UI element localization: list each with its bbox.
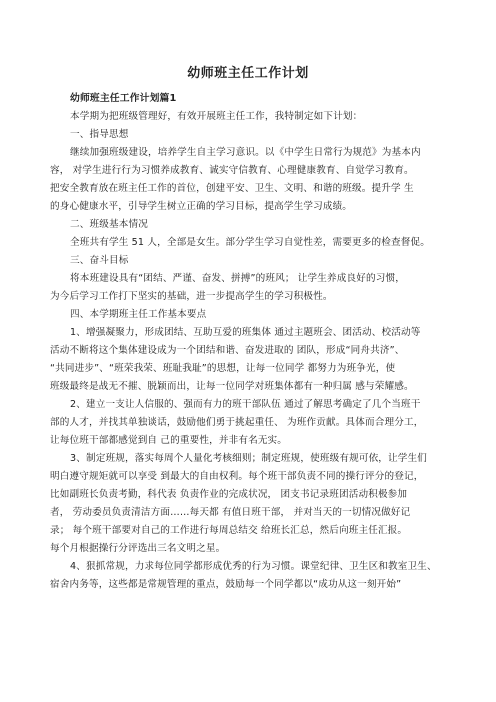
paragraph-line: 宿舍内务等，这些都是常规管理的重点，鼓励每一个同学都以“成功从这一刻开始” [50,579,402,590]
section-heading: 一、指导思想 [70,129,129,140]
paragraph-line: 2、建立一支让人信服的、强而有力的班干部队伍 通过了解思考确定了几个当班干 [70,399,421,410]
section-heading: 三、奋斗目标 [70,255,129,266]
paragraph-line: 4、狠抓常规，力求每位同学都形成优秀的行为习惯。课堂纪律、卫生区和教室卫生、 [70,561,437,572]
paragraph-line: “共同进步”、“班荣我荣、班耻我耻”的思想，让每一位同学 都努力为班争光，使 [50,363,396,374]
section-heading: 四、本学期班主任工作基本要点 [70,309,207,320]
paragraph-line: 者， 劳动委员负责清洁方面……每天都 有值日班干部， 并对当天的一切情况做好记 [50,507,411,518]
paragraph-line: 3、制定班规，落实每周个人量化考核细则；制定班规，使班级有规可依，让学生们 [70,453,428,464]
document-title: 幼师班主任工作计划 [187,66,309,81]
paragraph-line: 让每位班干部都感觉到自 己的重要性，并非有名无实。 [50,435,288,446]
paragraph-line: 录； 每个班干部要对自己的工作进行每周总结交 给班长汇总，然后向班主任汇报。 [50,525,408,536]
section-heading: 二、班级基本情况 [70,219,148,230]
paragraph-line: 把安全教育放在班主任工作的首位，创建平安、卫生、文明、和谐的班级。提升学 生 [50,183,414,194]
paragraph-line: 明白遵守规矩就可以享受 到最大的自由权利。每个班干部负责不同的操行评分的登记， [50,471,424,482]
paragraph-line: 继续加强班级建设，培养学生自主学习意识。以《中学生日常行为规范》为基本内 [70,147,421,158]
paragraph-line: 比如副班长负责考勤，科代表 负责作业的完成状况， 团支书记录班团活动积极参加 [50,489,408,500]
paragraph-line: 全班共有学生 51 人，全部是女生。部分学生学习自觉性差，需要更多的检查督促。 [70,237,430,248]
paragraph-line: 容， 对学生进行行为习惯养成教育、诚实守信教育、心理健康教育、自觉学习教育。 [50,165,414,176]
paragraph-line: 部的人才，并找其单独谈话，鼓励他们勇于挑起重任、 为班作贡献。具体而合理分工， [50,417,424,428]
paragraph-line: 本学期为把班级管理好，有效开展班主任工作，我特制定如下计划： [70,111,363,122]
paragraph-line: 将本班建设具有“团结、严谨、奋发、拼搏”的班风； 让学生养成良好的习惯， [70,273,405,284]
paragraph-line: 1、增强凝聚力，形成团结、互助互爱的班集体 通过主题班会、团活动、校活动等 [70,327,421,338]
paragraph-line: 的身心健康水平，引导学生树立正确的学习目标，提高学生学习成绩。 [50,201,353,212]
paragraph-line: 为今后学习工作打下坚实的基础，进一步提高学生的学习积极性。 [50,291,333,302]
section-subtitle: 幼师班主任工作计划篇1 [70,93,177,104]
paragraph-line: 班级最终是战无不摧、脱颖而出，让每一位同学对班集体都有一种归属 感与荣耀感。 [50,381,414,392]
paragraph-line: 活动不断将这个集体建设成为一个团结和谐、奋发进取的 团队，形成“同舟共济”、 [50,345,405,356]
paragraph-line: 每个月根据操行分评选出三名文明之星。 [50,543,226,554]
